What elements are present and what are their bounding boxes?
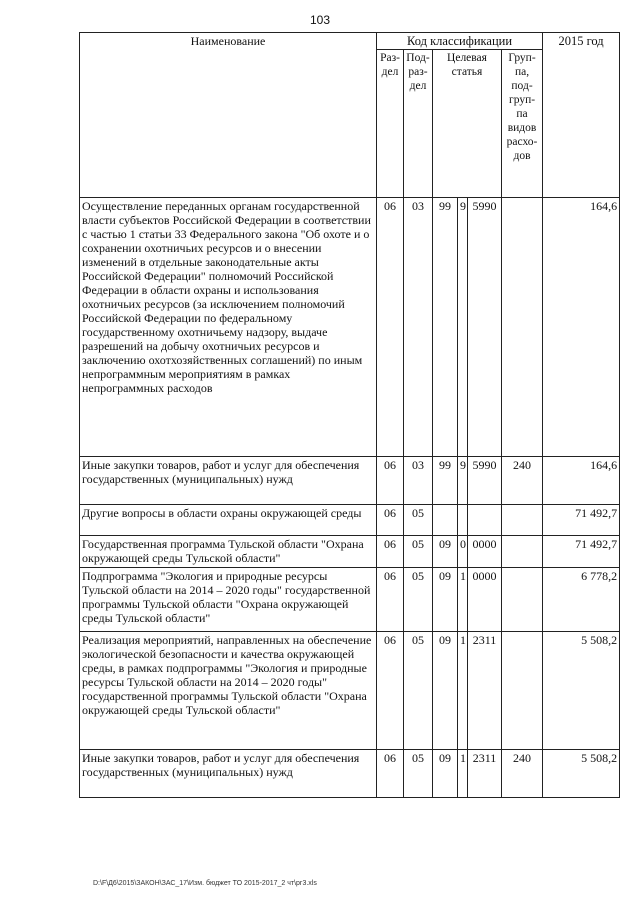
budget-table — [79, 32, 620, 798]
row-name: Иные закупки товаров, работ и услуг для обеспечения государственных (муниципальных) нужд — [80, 457, 377, 505]
table-row — [80, 457, 620, 505]
row-target-program: 99 — [433, 457, 458, 505]
row-amount: 164,6 — [543, 457, 620, 505]
row-name: Иные закупки товаров, работ и услуг для обеспечения государственных (муниципальных) нужд — [80, 750, 377, 798]
row-target-subprogram: 1 — [458, 750, 468, 798]
row-section: 06 — [377, 632, 404, 750]
row-target-subprogram: 0 — [458, 536, 468, 568]
header-subsection: Под- раз- дел — [404, 50, 433, 198]
table-row — [80, 750, 620, 798]
row-name: Подпрограмма "Экология и природные ресурсы Тульской области на 2014 – 2020 годы" государственной программы Тульской области "Охрана окружающей среды Тульской области" — [80, 568, 377, 632]
row-expense-group — [502, 536, 543, 568]
row-target-subprogram — [458, 505, 468, 536]
row-target-subprogram: 1 — [458, 632, 468, 750]
row-target-subprogram: 9 — [458, 198, 468, 457]
row-amount: 5 508,2 — [543, 750, 620, 798]
row-subsection: 05 — [404, 632, 433, 750]
row-expense-group — [502, 505, 543, 536]
row-subsection: 05 — [404, 536, 433, 568]
row-expense-group — [502, 568, 543, 632]
row-target-direction: 5990 — [468, 457, 502, 505]
header-name: Наименование — [80, 33, 377, 198]
row-name: Государственная программа Тульской области "Охрана окружающей среды Тульской области" — [80, 536, 377, 568]
row-expense-group — [502, 198, 543, 457]
row-target-direction: 0000 — [468, 568, 502, 632]
row-amount: 71 492,7 — [543, 505, 620, 536]
header-year: 2015 год — [543, 33, 620, 198]
row-expense-group: 240 — [502, 750, 543, 798]
row-name: Реализация мероприятий, направленных на обеспечение экологической безопасности и качества окружающей среды, в рамках подпрограммы "Экология и природные ресурсы Тульской области на 2014 – 2020 годы" государственной программы Тульской области "Охрана окружающей среды Тульской области" — [80, 632, 377, 750]
row-subsection: 05 — [404, 568, 433, 632]
row-name: Осуществление переданных органам государственной власти субъектов Российской Федерации в соответствии с частью 1 статьи 33 Федерального закона "Об охоте и о сохранении охотничьих ресурсов и о внесении изменений в отдельные законодательные акты Российской Федерации" полномочий Российской Федерации в области охраны и использования охотничьих ресурсов (за исключением полномочий Российской Федерации по федеральному государственному охотничьему надзору, выдаче разрешений на добычу охотничьих ресурсов и заключению охотхозяйственных соглашений) по иным непрограммным мероприятиям в рамках непрограммных расходов — [80, 198, 377, 457]
row-expense-group: 240 — [502, 457, 543, 505]
row-section: 06 — [377, 198, 404, 457]
table-row — [80, 632, 620, 750]
row-expense-group — [502, 632, 543, 750]
table-row — [80, 568, 620, 632]
row-target-subprogram: 1 — [458, 568, 468, 632]
row-target-program — [433, 505, 458, 536]
header-target-article: Целевая статья — [433, 50, 502, 198]
row-target-direction: 2311 — [468, 632, 502, 750]
row-target-direction: 2311 — [468, 750, 502, 798]
row-amount: 6 778,2 — [543, 568, 620, 632]
row-name: Другие вопросы в области охраны окружающей среды — [80, 505, 377, 536]
file-path-footer: D:\F\Д6\2015\ЗАКОН\ЗАС_17\Изм. бюджет ТО 2015-2017_2 чт\рг3.xls — [93, 880, 317, 887]
header-section: Раз- дел — [377, 50, 404, 198]
row-section: 06 — [377, 457, 404, 505]
row-target-direction: 5990 — [468, 198, 502, 457]
row-amount: 5 508,2 — [543, 632, 620, 750]
row-section: 06 — [377, 750, 404, 798]
row-section: 06 — [377, 505, 404, 536]
row-subsection: 03 — [404, 457, 433, 505]
row-target-program: 99 — [433, 198, 458, 457]
row-subsection: 05 — [404, 750, 433, 798]
table-row — [80, 536, 620, 568]
row-section: 06 — [377, 568, 404, 632]
row-target-program: 09 — [433, 632, 458, 750]
header-classification: Код классификации — [377, 33, 543, 50]
row-amount: 164,6 — [543, 198, 620, 457]
row-subsection: 03 — [404, 198, 433, 457]
row-target-direction — [468, 505, 502, 536]
row-target-subprogram: 9 — [458, 457, 468, 505]
table-row — [80, 505, 620, 536]
row-subsection: 05 — [404, 505, 433, 536]
table-row — [80, 198, 620, 457]
row-target-program: 09 — [433, 536, 458, 568]
row-target-program: 09 — [433, 750, 458, 798]
page-number: 103 — [309, 13, 331, 27]
row-section: 06 — [377, 536, 404, 568]
row-target-direction: 0000 — [468, 536, 502, 568]
row-amount: 71 492,7 — [543, 536, 620, 568]
row-target-program: 09 — [433, 568, 458, 632]
header-expense-group: Груп- па, под- груп- па видов расхо- дов — [502, 50, 543, 198]
